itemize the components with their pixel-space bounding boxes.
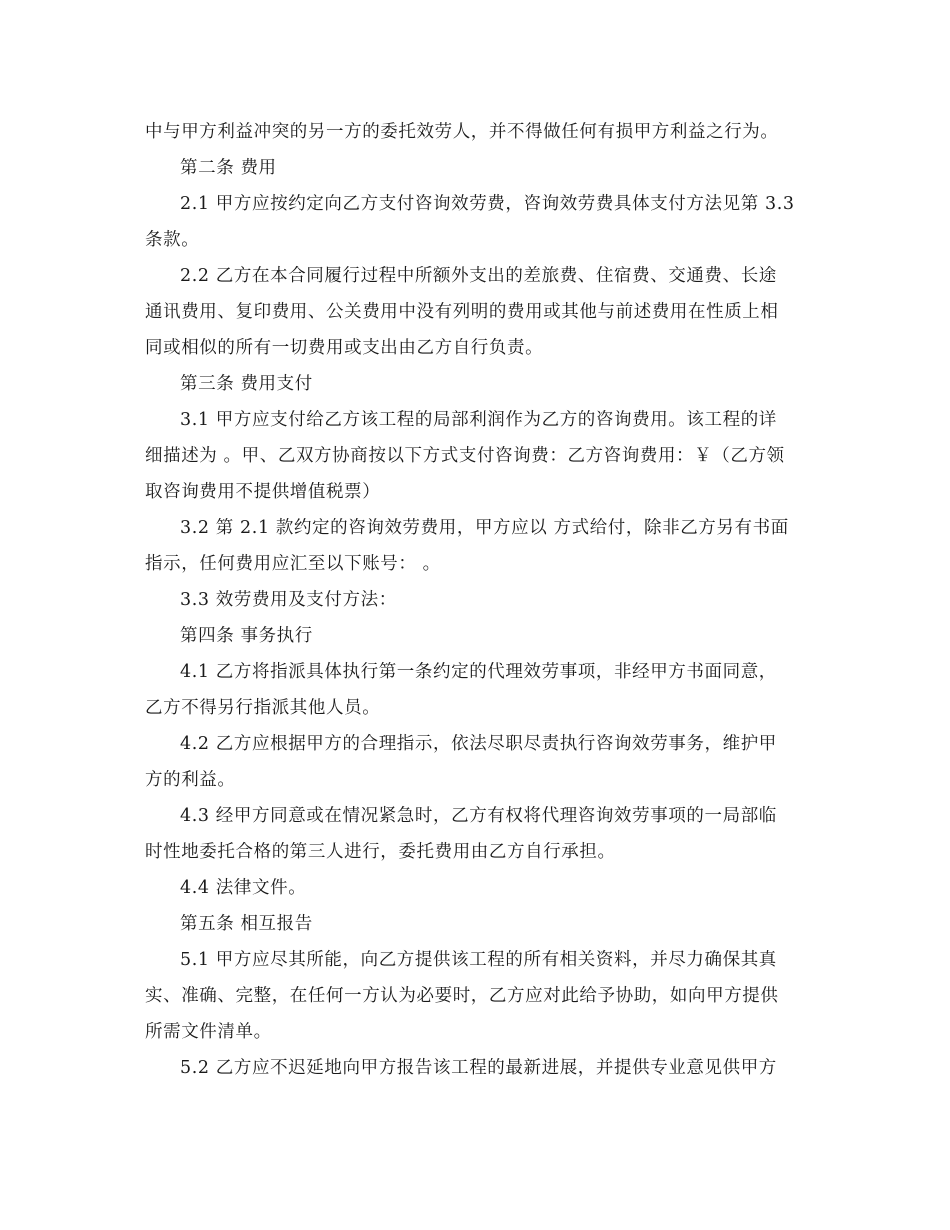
text-line-26: 所需文件清单。 xyxy=(145,1022,272,1042)
text-line-1: 中与甲方利益冲突的另一方的委托效劳人，并不得做任何有损甲方利益之行为。 xyxy=(145,122,779,142)
text-line-7: 同或相似的所有一切费用或支出由乙方自行负责。 xyxy=(145,338,544,358)
text-line-6: 通讯费用、复印费用、公关费用中没有列明的费用或其他与前述费用在性质上相 xyxy=(145,302,779,322)
text-line-24: 5.1 甲方应尽其所能，向乙方提供该工程的所有相关资料，并尽力确保其真 xyxy=(180,950,777,970)
text-line-12: 3.2 第 2.1 款约定的咨询效劳费用，甲方应以 方式给付，除非乙方另有书面 xyxy=(180,518,789,538)
text-line-14: 3.3 效劳费用及支付方法： xyxy=(180,590,397,610)
text-line-22: 4.4 法律文件。 xyxy=(180,878,307,898)
text-line-5: 2.2 乙方在本合同履行过程中所额外支出的差旅费、住宿费、交通费、长途 xyxy=(180,266,777,286)
text-line-18: 4.2 乙方应根据甲方的合理指示，依法尽职尽责执行咨询效劳事务，维护甲 xyxy=(180,734,777,754)
text-line-17: 乙方不得另行指派其他人员。 xyxy=(145,698,381,718)
section-heading-2: 第二条 费用 xyxy=(180,158,277,178)
text-line-3: 2.1 甲方应按约定向乙方支付咨询效劳费，咨询效劳费具体支付方法见第 3.3 xyxy=(180,194,795,214)
section-heading-3: 第三条 费用支付 xyxy=(180,374,313,394)
section-heading-5: 第五条 相互报告 xyxy=(180,914,313,934)
text-line-16: 4.1 乙方将指派具体执行第一条约定的代理效劳事项，非经甲方书面同意， xyxy=(180,662,777,682)
text-line-25: 实、准确、完整，在任何一方认为必要时，乙方应对此给予协助，如向甲方提供 xyxy=(145,986,779,1006)
text-line-27: 5.2 乙方应不迟延地向甲方报告该工程的最新进展，并提供专业意见供甲方 xyxy=(180,1058,777,1078)
text-line-10: 细描述为 。甲、乙双方协商按以下方式支付咨询费：乙方咨询费用：￥（乙方领 xyxy=(145,446,785,466)
section-heading-4: 第四条 事务执行 xyxy=(180,626,313,646)
text-line-9: 3.1 甲方应支付给乙方该工程的局部利润作为乙方的咨询费用。该工程的详 xyxy=(180,410,777,430)
document-page xyxy=(145,114,805,1086)
text-line-20: 4.3 经甲方同意或在情况紧急时，乙方有权将代理咨询效劳事项的一局部临 xyxy=(180,806,777,826)
text-line-4: 条款。 xyxy=(145,230,200,250)
text-line-19: 方的利益。 xyxy=(145,770,236,790)
text-line-13: 指示，任何费用应汇至以下账号： 。 xyxy=(145,554,441,574)
text-line-11: 取咨询费用不提供增值税票） xyxy=(145,482,381,502)
text-line-21: 时性地委托合格的第三人进行，委托费用由乙方自行承担。 xyxy=(145,842,616,862)
